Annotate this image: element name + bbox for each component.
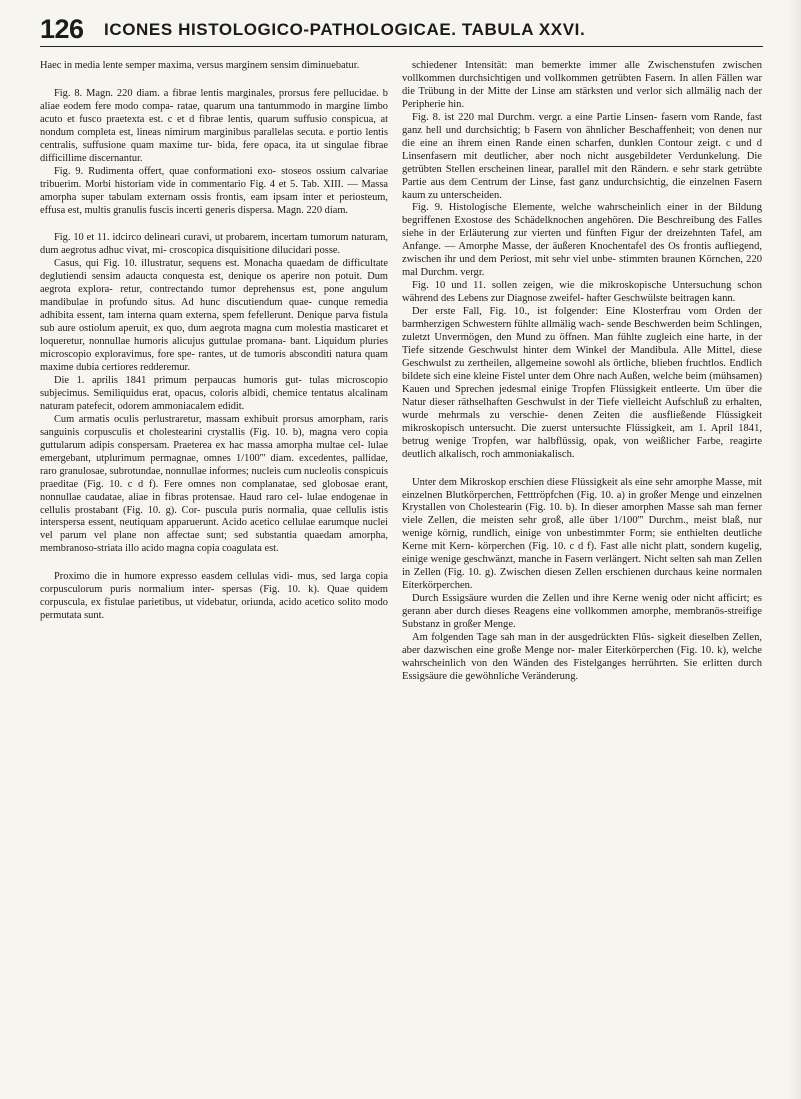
german-paragraph-fig8: Fig. 8. ist 220 mal Durchm. vergr. a eine Partie Linsen- fasern vom Rande, fast ganz hell und durchsichtig; b Fasern von ähnlicher Beschaffenheit; von denen nur die eine an ihrem einen Rande einen scharfen, dunklen Contour zeigt. c und d Linsenfasern mit deutlicher, aber noch nicht ausgebildeter Verdunkelung. Die getrübten Stellen erscheinen linear, parallel mit den Rändern. e sehr stark getrübte Partie aus dem Centrum der Linse, fast ganz undurchsichtig, die einzelnen Fasern kaum zu unterscheiden.	[402, 111, 762, 201]
latin-paragraph-fig10-11: Fig. 10 et 11. idcirco delineari curavi, ut probarem, incertam tumorum naturam, dum aegrotus adhuc vivat, mi- croscopica disquisitione dilucidari posse.	[40, 232, 388, 257]
german-paragraph: schiedener Intensität: man bemerkte immer alle Zwischenstufen zwischen vollkommen durchsichtigen und vollkommen getrübten Fasern. In allen Fällen war die Trübung in der Mitte der Linse am stärksten und verlor sich allmälig nach der Peripherie hin.	[402, 60, 762, 110]
latin-paragraph-fig9: Fig. 9. Rudimenta offert, quae conformationi exo- stoseos ossium calvariae tribuerim. Morbi historiam vide in commentario Fig. 4 et 5. Tab. XIII. — Massa amorpha super tabulam externam ossis frontis, eam ipsam inter et periosteum, effusa est, multis granulis fuscis incerti generis dispersa. Magn. 220 diam.	[40, 165, 388, 216]
latin-paragraph-next-day: Proximo die in humore expresso easdem cellulas vidi- mus, sed larga copia corpusculorum puris normalium inter- spersas (Fig. 10. k). Quae quidem corpuscula, ex fistulae parietibus, ut videbatur, oriunda, acido acetico solito modo permutata sunt.	[40, 571, 388, 622]
german-paragraph-next-day: Am folgenden Tage sah man in der ausgedrückten Flüs- sigkeit dieselben Zellen, aber dazwischen eine große Menge nor- maler Eiterkörperchen (Fig. 10. k), welche wahrscheinlich von den Wänden des Fistelganges herrührten. Sie erlitten durch Essigsäure die gewöhnliche Veränderung.	[402, 631, 762, 682]
german-paragraph-fig9: Fig. 9. Histologische Elemente, welche wahrscheinlich einer in der Bildung begriffenen Exostose des Schädelknochen angehören. Die Beschreibung des Falles siehe in der Erläuterung zur vierten und fünften Figur der dreizehnten Tafel, am Anfange. — Amorphe Masse, der äußeren Knochentafel des Os frontis aufliegend, zwischen ihr und dem Periost, mit sehr viel unbe- stimmten braunen Körnchen, 220 mal Durchm. vergr.	[402, 202, 762, 279]
page-header	[40, 14, 763, 47]
german-paragraph-microscopy: Unter dem Mikroskop erschien diese Flüssigkeit als eine sehr amorphe Masse, mit einzelnen Blutkörperchen, Fetttröpfchen (Fig. 10. a) in großer Menge und einzelnen Krystallen von Cholestearin (Fig. 10. b). In dieser amorphen Masse sah man ferner viele Zellen, die meisten sehr groß, alle über 1/100''' Durchm., meist blaß, nur wenige körnig, rundlich, einige von unbestimmter Form; sie enthielten deutliche Kerne mit Kern- körperchen (Fig. 10. c d f). Fast alle nicht platt, sondern kugelig, einige wenige geschwänzt, manche in Fasern verlängert. Nicht selten sah man Zellen in Zellen (Fig. 10. g). Zwischen diesen Zellen erschienen durchaus keine normalen Eiterkörperchen.	[402, 476, 762, 592]
running-title: ICONES HISTOLOGICO-PATHOLOGICAE. TABULA XXVI.	[104, 20, 586, 39]
latin-paragraph: Haec in media lente semper maxima, versus marginem sensim diminuebatur.	[40, 60, 360, 71]
latin-paragraph-fig8: Fig. 8. Magn. 220 diam. a fibrae lentis marginales, prorsus fere pellucidae. b aliae eodem fere modo compa- ratae, quarum una tantummodo in margine limbo acuto et fusco praetexta est. c et d fibrae lentis, quarum suffusio conspicua, at nondum completa est, lineas nimirum marginibus parallelas secuta. e portio lentis centralis, suffusione quam maxime tur- bida, fere opaca, ita ut singulae fibrae difficillime discernantur.	[40, 87, 388, 164]
german-text-column	[402, 60, 762, 1083]
latin-paragraph-microscopy: Cum armatis oculis perlustraretur, massam exhibuit prorsus amorpham, raris sanguinis corpusculis et cholestearini crystallis (Fig. 10. b), magna vero copia guttularum adipis conspersam. Praeterea ex hac massa amorpha multae cel- lulae emergebant, utplurimum permagnae, omnes 1/100''' diam. excedentes, pallidae, raro granulosae, subrotundae, nonnullae informes; nucleis cum nucleolis conspicuis praeditae (Fig. 10. c d f). Fere omnes non complanatae, sed globosae erant, nonnullae caudatae, aliae in fibras protensae. Haud raro cel- lulae endogenae in cellulis prostabant (Fig. 10. g). Cor- puscula puris normalia, quae cellulis istis interspersa essent, neutiquam apparuerunt. Acido acetico cellulae earumque nuclei vel parum vel plane non affectae sunt; sed substantia quaedam amorpha, membranoso-striata illo acido magna copia coagulata est.	[40, 413, 388, 555]
german-paragraph-fig10-11: Fig. 10 und 11. sollen zeigen, wie die mikroskopische Untersuchung schon während des Lebens zur Diagnose zweifel- hafter Geschwülste beitragen kann.	[402, 280, 762, 305]
page-edge-shadow	[787, 0, 801, 1099]
page-number: 126	[40, 14, 84, 44]
latin-paragraph-case: Casus, qui Fig. 10. illustratur, sequens est. Monacha quaedam de difficultate deglutiendi sensim adaucta conquesta est, denique os aperire non potuit. Dum aegrota explora- retur, contrectando tumor deprehensus est, pone angulum mandibulae in profundo situs. Ad hunc discutiendum quae- cunque remedia adhibita essent, tam interna quam externa, spem fefellerunt. Denique parva fistula sub aure ostiolum aperuit, ex quo, dum aegrota magna cum molestia masticaret et loqueretur, nonnullae humoris alicujus guttulae promana- bant. Liquidum pluries microscopio exploravimus, fore spe- rantes, ut de tumoris absconditi natura quam maxime dubia certiores redderemur.	[40, 258, 388, 374]
latin-paragraph-examination: Die 1. aprilis 1841 primum perpaucas humoris gut- tulas microscopio subjecimus. Semiliquidus erat, opacus, coloris albidi, chemice tentatus alcalinam naturam patefecit, odorem ammoniacalem edidit.	[40, 374, 388, 412]
german-paragraph-acetic-acid: Durch Essigsäure wurden die Zellen und ihre Kerne wenig oder nicht afficirt; es gerann aber durch dieses Reagens eine vollkommen amorphe, membranös-streifige Substanz in großer Menge.	[402, 593, 762, 631]
latin-text-column	[40, 60, 388, 1083]
german-paragraph-case: Der erste Fall, Fig. 10., ist folgender: Eine Klosterfrau vom Orden der barmherzigen Schwestern fühlte allmälig wach- sende Beschwerden beim Schlingen, zuletzt Unvermögen, den Mund zu öffnen. Man fühlte zugleich eine harte, in der Tiefe sitzende Geschwulst hinter dem Winkel der Mandibula. Alle Mittel, diese Geschwulst zu zertheilen, allgemeine sowohl als örtliche, blieben fruchtlos. Endlich bildete sich eine kleine Fistel unter dem Ohre nach Außen, welche beim (mühsamen) Kauen und Sprechen jedesmal einige Tropfen Flüssigkeit entleerte. Um über die Natur dieser räthselhaften Geschwulst in der Tiefe vielleicht Aufschluß zu erhalten, wurde mehrmals zu verschie- denen Zeiten die ausfließende Flüssigkeit mikroskopisch untersucht. Die zuerst untersuchte Flüssigkeit, am 1. April 1841, betrug wenige Tropfen, war halbflüssig, opak, von weißlicher Farbe, reagirte deutlich alkalisch, roch ammoniakalisch.	[402, 306, 762, 460]
